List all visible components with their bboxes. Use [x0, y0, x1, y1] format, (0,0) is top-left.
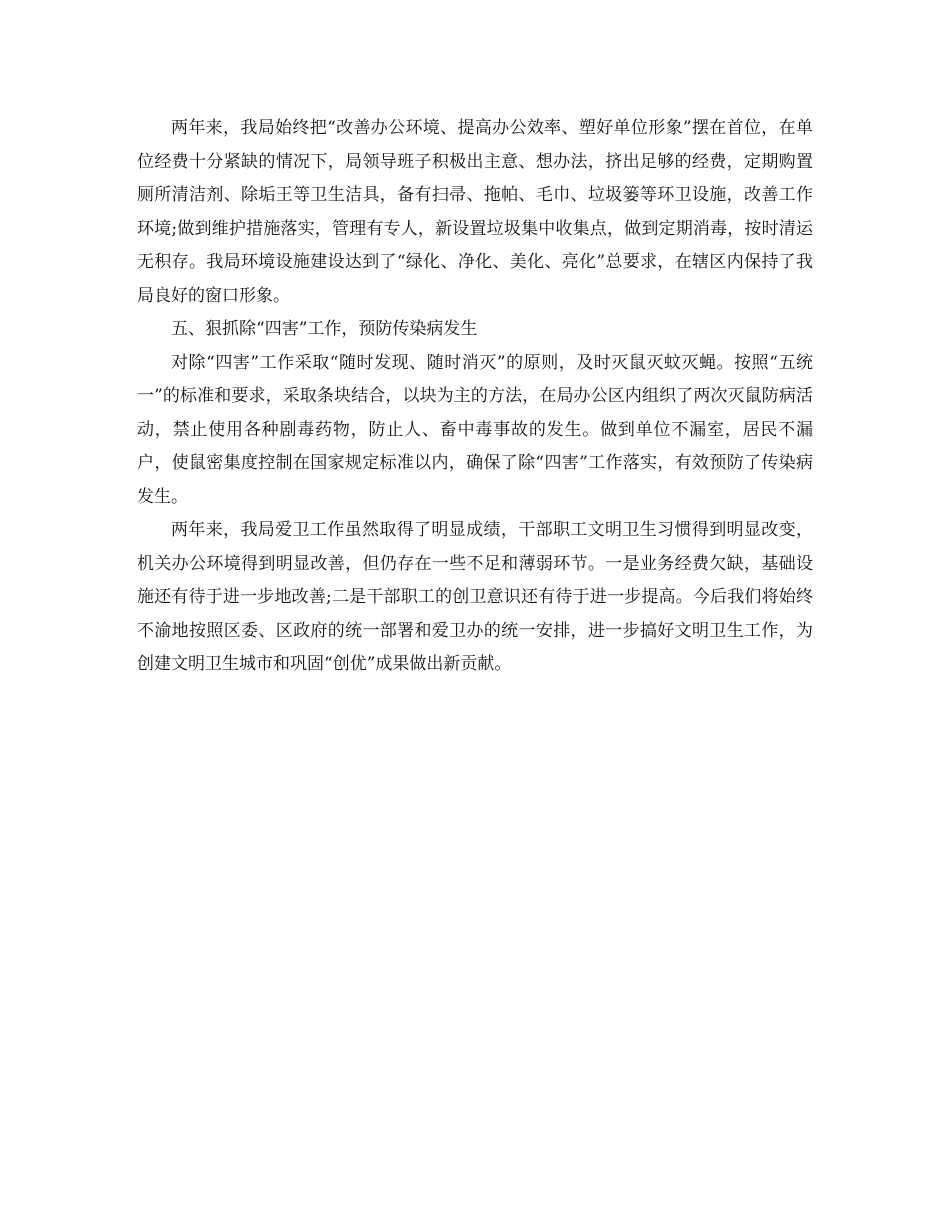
paragraph-summary-and-outlook: 两年来，我局爱卫工作虽然取得了明显成绩，干部职工文明卫生习惯得到明显改变，机关办公环境得到明显改善，但仍存在一些不足和薄弱环节。一是业务经费欠缺，基础设施还有待于进一步地改善;二是干部职工的创卫意识还有待于进一步提高。今后我们将始终不渝地按照区委、区政府的统一部署和爱卫办的统一安排，进一步搞好文明卫生工作，为创建文明卫生城市和巩固“创优”成果做出新贡献。 [137, 520, 813, 674]
paragraph-environment-improvement: 两年来，我局始终把“改善办公环境、提高办公效率、塑好单位形象”摆在首位，在单位经费十分紧缺的情况下，局领导班子积极出主意、想办法，挤出足够的经费，定期购置厕所清洁剂、除垢王等卫生洁具，备有扫帚、拖帕、毛巾、垃圾篓等环卫设施，改善工作环境;做到维护措施落实，管理有专人，新设置垃圾集中收集点，做到定期消毒，按时清运无积存。我局环境设施建设达到了“绿化、净化、美化、亮化”总要求，在辖区内保持了我局良好的窗口形象。 [137, 118, 813, 306]
paragraph-pest-control: 对除“四害”工作采取“随时发现、随时消灭”的原则，及时灭鼠灭蚊灭蝇。按照“五统一”的标准和要求，采取条块结合，以块为主的方法，在局办公区内组织了两次灭鼠防病活动，禁止使用各种剧毒药物，防止人、畜中毒事故的发生。做到单位不漏室，居民不漏户，使鼠密集度控制在国家规定标准以内，确保了除“四害”工作落实，有效预防了传染病发生。 [137, 352, 813, 507]
document-body [137, 112, 813, 682]
section-heading-pest-control: 五、狠抓除“四害”工作，预防传染病发生 [171, 319, 478, 339]
